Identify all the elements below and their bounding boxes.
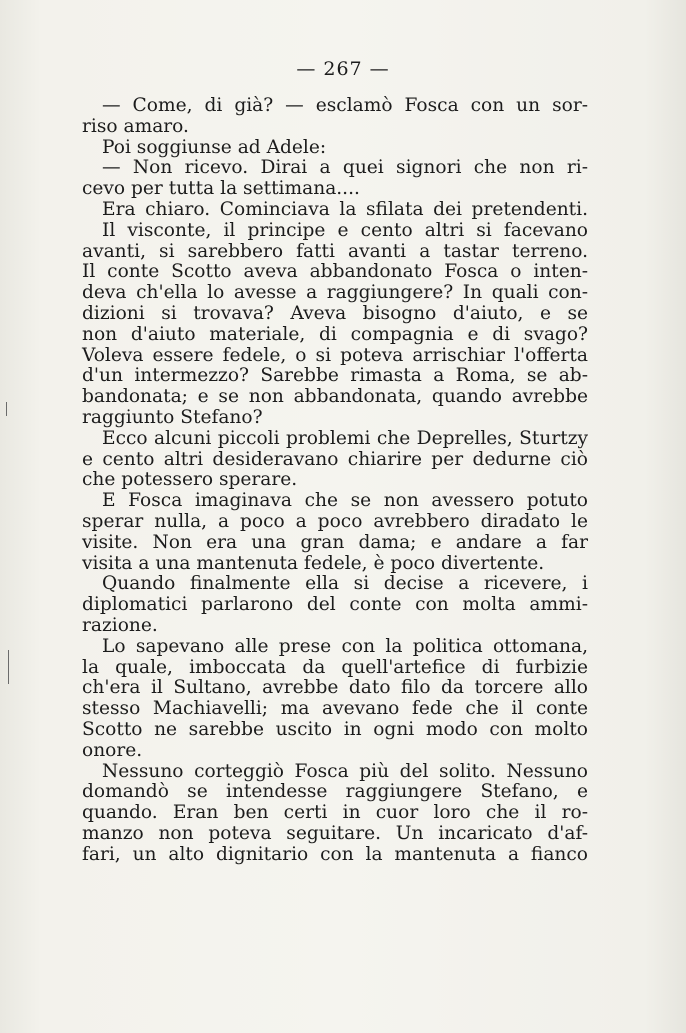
text-line: domandò se intendesse raggiungere Stefano, e (82, 781, 588, 803)
text-line: Voleva essere fedele, o si poteva arrischiar l'offerta (82, 344, 588, 366)
text-line: Lo sapevano alle prese con la politica ottomana, (102, 635, 588, 657)
text-line: deva ch'ella lo avesse a raggiungere? In quali con- (82, 282, 588, 304)
text-line: — Non ricevo. Dirai a quei signori che non ri- (102, 157, 588, 179)
text-line: raggiunto Stefano? (82, 406, 263, 428)
text-line: riso amaro. (82, 115, 189, 137)
text-line: avanti, si sarebbero fatti avanti a tastar terreno. (82, 240, 588, 262)
text-line: fari, un alto dignitario con la mantenuta a fianco (82, 843, 588, 865)
text-line: bandonata; e se non abbandonata, quando avrebbe (82, 386, 588, 408)
text-line: la quale, imboccata da quell'artefice di furbizie (82, 656, 588, 678)
text-line: Poi soggiunse ad Adele: (102, 136, 327, 158)
text-line: visite. Non era una gran dama; e andare a far (82, 531, 588, 553)
text-line: Quando finalmente ella si decise a ricevere, i (102, 573, 588, 595)
text-line: Era chiaro. Cominciava la sfilata dei pretendenti. (102, 198, 588, 220)
text-line: cevo per tutta la settimana.... (82, 178, 360, 200)
left-edge-mark (6, 402, 7, 416)
text-line: E Fosca imaginava che se non avessero potuto (102, 490, 588, 512)
text-line: razione. (82, 614, 158, 636)
text-line: manzo non poteva seguitare. Un incaricato d'af- (82, 822, 588, 844)
text-line: diplomatici parlarono del conte con molta ammi- (82, 594, 588, 616)
text-line: non d'aiuto materiale, di compagnia e di svago? (82, 323, 588, 345)
text-line: stesso Machiavelli; ma avevano fede che il conte (82, 698, 588, 720)
body-text (82, 96, 588, 865)
text-line: Scotto ne sarebbe uscito in ogni modo con molto (82, 718, 588, 740)
text-line: dizioni si trovava? Aveva bisogno d'aiuto, e se (82, 302, 588, 324)
text-line: quando. Eran ben certi in cuor loro che il ro- (82, 802, 588, 824)
page-number: — 267 — (296, 58, 390, 80)
text-line: sperar nulla, a poco a poco avrebbero diradato le (82, 510, 588, 532)
text-line: ch'era il Sultano, avrebbe dato filo da torcere allo (82, 677, 588, 699)
left-edge-mark (8, 650, 9, 684)
text-line: Nessuno corteggiò Fosca più del solito. Nessuno (102, 760, 588, 782)
text-line: Ecco alcuni piccoli problemi che Deprelles, Sturtzy (102, 427, 588, 449)
text-line: Il conte Scotto aveva abbandonato Fosca o inten- (82, 261, 588, 283)
text-line: che potessero sperare. (82, 469, 298, 491)
text-line: — Come, di già? — esclamò Fosca con un sor- (102, 95, 588, 116)
text-line: e cento altri desideravano chiarire per dedurne ciò (82, 448, 588, 470)
text-line: visita a una mantenuta fedele, è poco divertente. (82, 552, 545, 574)
text-line: onore. (82, 739, 143, 761)
text-line: Il visconte, il principe e cento altri si facevano (102, 219, 588, 241)
text-line: d'un intermezzo? Sarebbe rimasta a Roma, se ab- (82, 365, 588, 387)
